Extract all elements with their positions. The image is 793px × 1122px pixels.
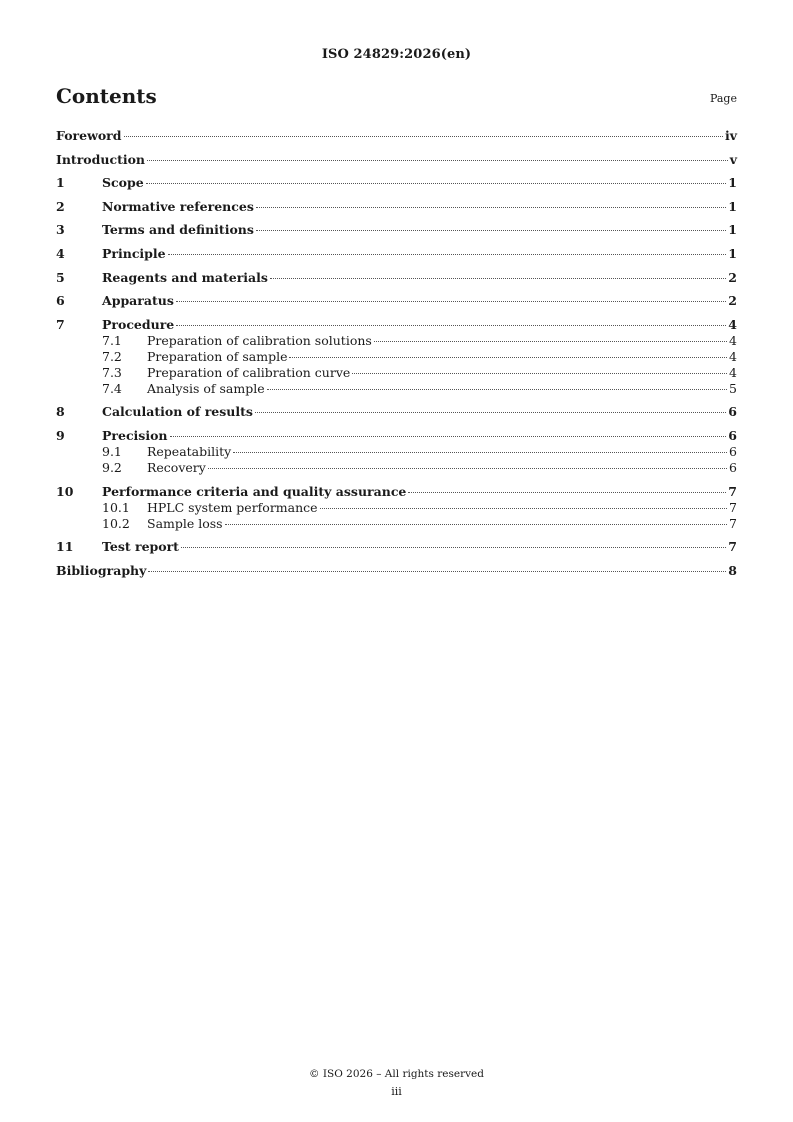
toc-entry[interactable] [56,444,737,460]
toc-entry-number: 6 [56,293,65,309]
page-column-label: Page [709,92,737,105]
toc-entry-page: 5 [729,380,737,396]
dot-leader [176,325,726,326]
page-number: iii [391,1085,402,1098]
table-of-contents [56,128,737,579]
dot-leader [176,301,726,302]
dot-leader [168,254,727,255]
dot-leader [289,357,727,358]
toc-entry-title[interactable]: Scope [102,175,144,191]
dot-leader [267,389,727,390]
dot-leader [256,230,726,231]
toc-entry[interactable] [56,293,737,309]
toc-entry-number: 9.1 [102,443,122,459]
toc-entry-page: 7 [729,515,737,531]
toc-entry-page: 2 [728,269,737,285]
toc-entry[interactable] [56,199,737,215]
dot-leader [256,207,726,208]
toc-entry-page: 4 [729,332,737,348]
toc-entry-title[interactable]: Performance criteria and quality assurance [102,483,407,499]
toc-entry[interactable] [56,246,737,262]
dot-leader [233,452,727,453]
toc-entry-title[interactable]: Sample loss [147,515,223,531]
toc-entry-number: 7.4 [102,380,122,396]
toc-entry-number: 10 [56,483,74,499]
dot-leader [225,524,727,525]
toc-entry-title[interactable]: Recovery [147,459,206,475]
toc-entry[interactable] [56,516,737,532]
toc-entry[interactable] [56,365,737,381]
toc-entry-number: 1 [56,175,65,191]
dot-leader [147,160,728,161]
dot-leader [148,571,726,572]
dot-leader [170,436,727,437]
copyright-notice: © ISO 2026 – All rights reserved [309,1068,484,1080]
toc-entry[interactable] [56,333,737,349]
toc-entry-number: 9 [56,427,65,443]
toc-entry-page: 7 [729,499,737,515]
toc-entry-page: 6 [729,443,737,459]
toc-entry-page: 6 [728,427,737,443]
toc-entry-title[interactable]: Analysis of sample [147,380,265,396]
toc-entry-number: 2 [56,198,65,214]
toc-entry-page: v [729,151,737,167]
dot-leader [181,547,726,548]
toc-entry-number: 3 [56,222,65,238]
toc-entry-title[interactable]: Reagents and materials [102,269,268,285]
toc-entry-title[interactable]: Bibliography [56,562,147,578]
toc-entry-title[interactable]: Preparation of sample [147,348,288,364]
toc-entry-title[interactable]: Repeatability [147,443,232,459]
toc-entry[interactable] [56,175,737,191]
toc-entry[interactable] [56,428,737,444]
dot-leader [374,341,727,342]
toc-entry[interactable] [56,381,737,397]
toc-entry-number: 10.1 [102,499,130,515]
toc-entry-number: 7 [56,316,65,332]
toc-entry-title[interactable]: Normative references [102,198,254,214]
toc-entry-page: 4 [728,316,737,332]
dot-leader [255,412,726,413]
toc-entry-number: 7.3 [102,364,122,380]
dot-leader [146,183,727,184]
dot-leader [270,278,726,279]
toc-entry-page: 2 [728,293,737,309]
toc-entry-title[interactable]: Preparation of calibration curve [147,364,351,380]
toc-entry-title[interactable]: Foreword [56,128,122,143]
dot-leader [320,508,728,509]
dot-leader [352,373,727,374]
toc-entry-number: 11 [56,539,74,555]
toc-entry-page: 1 [728,222,737,238]
toc-entry[interactable] [56,152,737,168]
toc-entry-page: 6 [728,404,737,420]
contents-title: Contents [56,84,157,108]
toc-entry-title[interactable]: Introduction [56,151,146,167]
toc-entry[interactable] [56,563,737,579]
toc-entry-title[interactable]: HPLC system performance [147,499,318,515]
toc-entry[interactable] [56,349,737,365]
toc-entry-title[interactable]: Principle [102,245,166,261]
toc-entry-page: 8 [728,562,737,578]
toc-entry-title[interactable]: Procedure [102,316,175,332]
toc-entry-title[interactable]: Precision [102,427,168,443]
toc-entry-title[interactable]: Preparation of calibration solutions [147,332,372,348]
toc-entry-title[interactable]: Apparatus [102,293,174,309]
toc-entry[interactable] [56,539,737,555]
toc-entry[interactable] [56,500,737,516]
toc-entry[interactable] [56,484,737,500]
toc-entry-page: 4 [729,364,737,380]
toc-entry-page: 6 [729,459,737,475]
toc-entry-number: 8 [56,404,65,420]
dot-leader [124,136,723,137]
toc-entry-page: 4 [729,348,737,364]
contents-header [56,84,737,112]
toc-entry-title[interactable]: Terms and definitions [102,222,254,238]
toc-entry-number: 4 [56,245,65,261]
toc-entry-title[interactable]: Test report [102,539,179,555]
dot-leader [408,492,726,493]
toc-entry[interactable] [56,317,737,333]
toc-entry-page: iv [724,128,737,143]
toc-entry-number: 7.1 [102,332,122,348]
toc-entry-page: 1 [728,198,737,214]
toc-entry-number: 5 [56,269,65,285]
toc-entry-page: 7 [728,483,737,499]
toc-entry-page: 1 [728,245,737,261]
toc-entry-page: 7 [728,539,737,555]
toc-entry[interactable] [56,128,737,144]
toc-entry-title[interactable]: Calculation of results [102,404,253,420]
toc-entry-number: 9.2 [102,459,122,475]
toc-entry[interactable] [56,222,737,238]
toc-entry-number: 10.2 [102,515,130,531]
toc-entry-page: 1 [728,175,737,191]
toc-entry[interactable] [56,270,737,286]
toc-entry[interactable] [56,404,737,420]
document-id: ISO 24829:2026(en) [321,47,472,62]
toc-entry-number: 7.2 [102,348,122,364]
toc-entry[interactable] [56,460,737,476]
dot-leader [208,468,727,469]
